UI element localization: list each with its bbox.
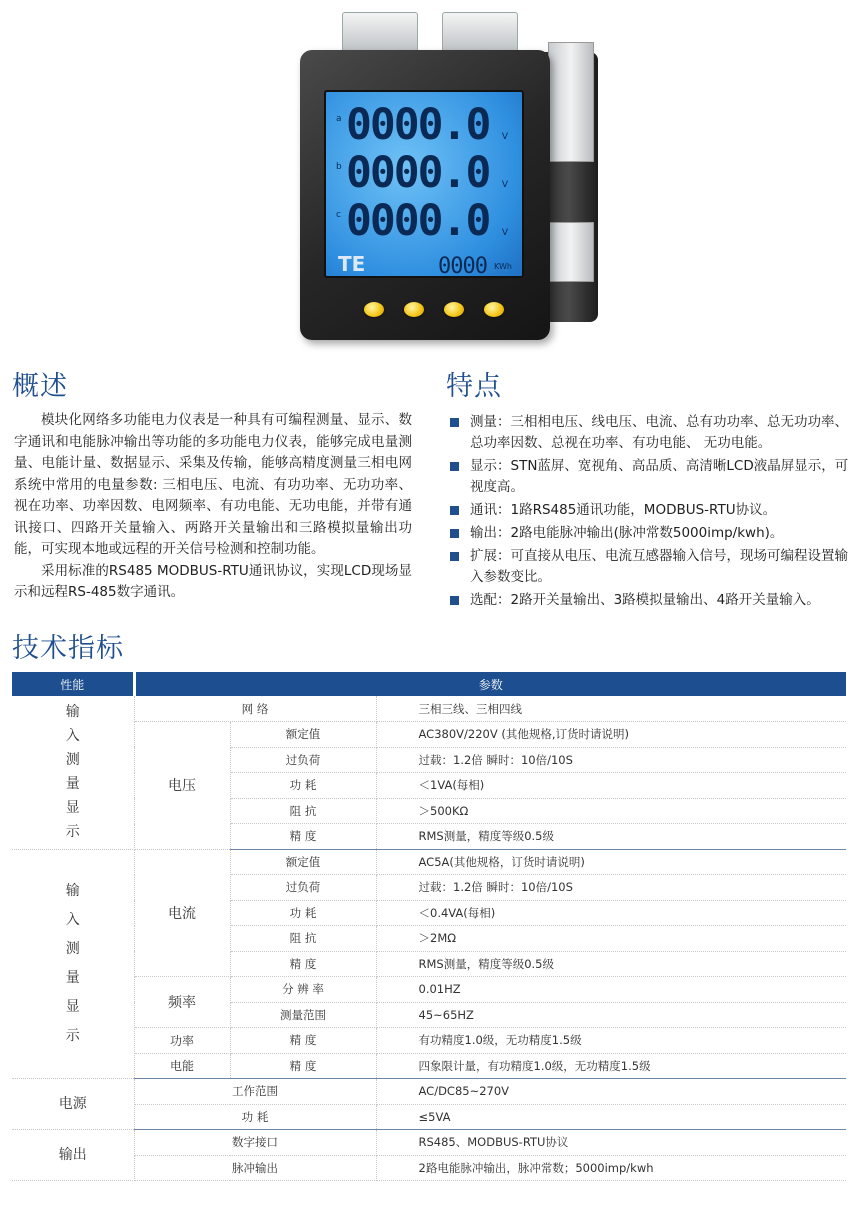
row-value: 过载：1.2倍 瞬时：10倍/10S <box>376 747 846 773</box>
mounting-clip <box>442 12 518 52</box>
mounting-clip <box>342 12 418 52</box>
feature-item: 显示：STN蓝屏、宽视角、高品质、高清晰LCD液晶屏显示，可视度高。 <box>448 456 854 498</box>
header-performance: 性能 <box>12 672 134 696</box>
lcd-unit-c: V <box>501 228 508 238</box>
spec-title: 技术指标 <box>12 633 124 664</box>
lcd-reading-c: 0000.0 <box>346 196 490 246</box>
row-label: 额定值 <box>230 849 376 875</box>
row-label: 阻 抗 <box>230 926 376 952</box>
lcd-reading-b: 0000.0 <box>346 148 490 198</box>
side-clip <box>548 222 594 282</box>
meter-bezel <box>300 50 550 340</box>
feature-item: 测量：三相相电压、线电压、电流、总有功功率、总无功功率、总功率因数、总视在功率、有功电能、 无功电能。 <box>448 412 854 454</box>
feature-item: 通讯：1路RS485通讯功能，MODBUS-RTU协议。 <box>448 500 854 521</box>
features-list <box>448 412 854 613</box>
lcd-phase-c: c <box>336 210 341 220</box>
row-value: AC380V/220V (其他规格,订货时请说明) <box>376 722 846 748</box>
overview-title: 概述 <box>12 371 68 402</box>
row-value: ＜1VA(每相) <box>376 773 846 799</box>
lcd-phase-a: a <box>336 114 342 124</box>
lcd-reading-a: 0000.0 <box>346 100 490 150</box>
row-label: 工作范围 <box>134 1079 376 1105</box>
energy-label: 电能 <box>134 1053 230 1079</box>
frequency-label: 频率 <box>134 977 230 1028</box>
row-label: 功 耗 <box>230 773 376 799</box>
meter-button-3 <box>444 302 464 317</box>
row-value: ＞2MΩ <box>376 926 846 952</box>
row-value: 过载：1.2倍 瞬时：10倍/10S <box>376 875 846 901</box>
row-label: 数字接口 <box>134 1130 376 1156</box>
spec-table <box>12 672 846 1181</box>
supply-label: 电源 <box>12 1079 134 1130</box>
lcd-screen <box>324 90 524 278</box>
row-value: 45~65HZ <box>376 1002 846 1028</box>
row-label: 分 辨 率 <box>230 977 376 1003</box>
row-label: 阻 抗 <box>230 798 376 824</box>
row-value-network: 三相三线、三相四线 <box>376 696 846 722</box>
row-label: 精 度 <box>230 1053 376 1079</box>
row-value: AC5A(其他规格，订货时请说明) <box>376 849 846 875</box>
square-bullet-icon <box>450 529 459 538</box>
meter-button-1 <box>364 302 384 317</box>
lcd-energy: 0000 <box>438 254 487 279</box>
lcd-energy-unit: KWh <box>494 262 512 271</box>
group-input-measure-display-2: 输 入 测 量 显 示 <box>12 849 134 1079</box>
current-label: 电流 <box>134 849 230 977</box>
row-label-network: 网 络 <box>134 696 376 722</box>
row-value: RMS测量，精度等级0.5级 <box>376 824 846 850</box>
meter-button-2 <box>404 302 424 317</box>
feature-item: 选配：2路开关量输出、3路模拟量输出、4路开关量输入。 <box>448 590 854 611</box>
row-value: 2路电能脉冲输出，脉冲常数；5000imp/kwh <box>376 1155 846 1181</box>
lcd-unit-b: V <box>501 180 508 190</box>
output-label: 输出 <box>12 1130 134 1181</box>
row-value: ＜0.4VA(每相) <box>376 900 846 926</box>
row-label: 脉冲输出 <box>134 1155 376 1181</box>
overview-text <box>14 410 412 604</box>
row-label: 精 度 <box>230 951 376 977</box>
row-value: 0.01HZ <box>376 977 846 1003</box>
row-label: 测量范围 <box>230 1002 376 1028</box>
meter-button-4 <box>484 302 504 317</box>
row-value: ≤5VA <box>376 1104 846 1130</box>
row-value: ＞500KΩ <box>376 798 846 824</box>
side-clip <box>548 42 594 162</box>
square-bullet-icon <box>450 596 459 605</box>
row-label: 功 耗 <box>230 900 376 926</box>
square-bullet-icon <box>450 462 459 471</box>
row-value: AC/DC85~270V <box>376 1079 846 1105</box>
lcd-phase-b: b <box>336 162 342 172</box>
square-bullet-icon <box>450 418 459 427</box>
group-input-measure-display-1: 输 入 测 量 显 示 <box>12 696 134 849</box>
lcd-unit-a: V <box>501 132 508 142</box>
row-label: 过负荷 <box>230 747 376 773</box>
row-label: 精 度 <box>230 1028 376 1054</box>
row-value: RS485、MODBUS-RTU协议 <box>376 1130 846 1156</box>
square-bullet-icon <box>450 506 459 515</box>
row-label: 功 耗 <box>134 1104 376 1130</box>
row-label: 精 度 <box>230 824 376 850</box>
row-value: 有功精度1.0级，无功精度1.5级 <box>376 1028 846 1054</box>
feature-item: 扩展：可直接从电压、电流互感器输入信号，现场可编程设置输入参数变比。 <box>448 546 854 588</box>
lcd-logo: TE <box>338 252 366 276</box>
row-value: RMS测量，精度等级0.5级 <box>376 951 846 977</box>
overview-paragraph-1: 模块化网络多功能电力仪表是一种具有可编程测量、显示、数字通讯和电能脉冲输出等功能的多功能电力仪表，能够完成电量测量、电能计量、数据显示、采集及传输，能够高精度测量三相电网系统中常用的电量参数: 三相电压、电流、有功功率、无功功率、视在功率、功率因数、电网频率、有功电能、无功电能，并带有通讯接口、四路开关量输入、两路开关量输出和三路模拟量输出功能，可实现本地或远程的开关信号检测和控制功能。 <box>14 412 412 557</box>
row-value: 四象限计量，有功精度1.0级，无功精度1.5级 <box>376 1053 846 1079</box>
feature-item: 输出：2路电能脉冲输出(脉冲常数5000imp/kwh)。 <box>448 523 854 544</box>
product-image <box>290 12 620 342</box>
row-label: 过负荷 <box>230 875 376 901</box>
row-label: 额定值 <box>230 722 376 748</box>
square-bullet-icon <box>450 552 459 561</box>
power-label: 功率 <box>134 1028 230 1054</box>
features-title: 特点 <box>446 371 502 402</box>
overview-paragraph-2: 采用标准的RS485 MODBUS-RTU通讯协议，实现LCD现场显示和远程RS-485数字通讯。 <box>14 562 412 600</box>
header-parameters: 参数 <box>134 672 846 696</box>
voltage-label: 电压 <box>134 722 230 850</box>
